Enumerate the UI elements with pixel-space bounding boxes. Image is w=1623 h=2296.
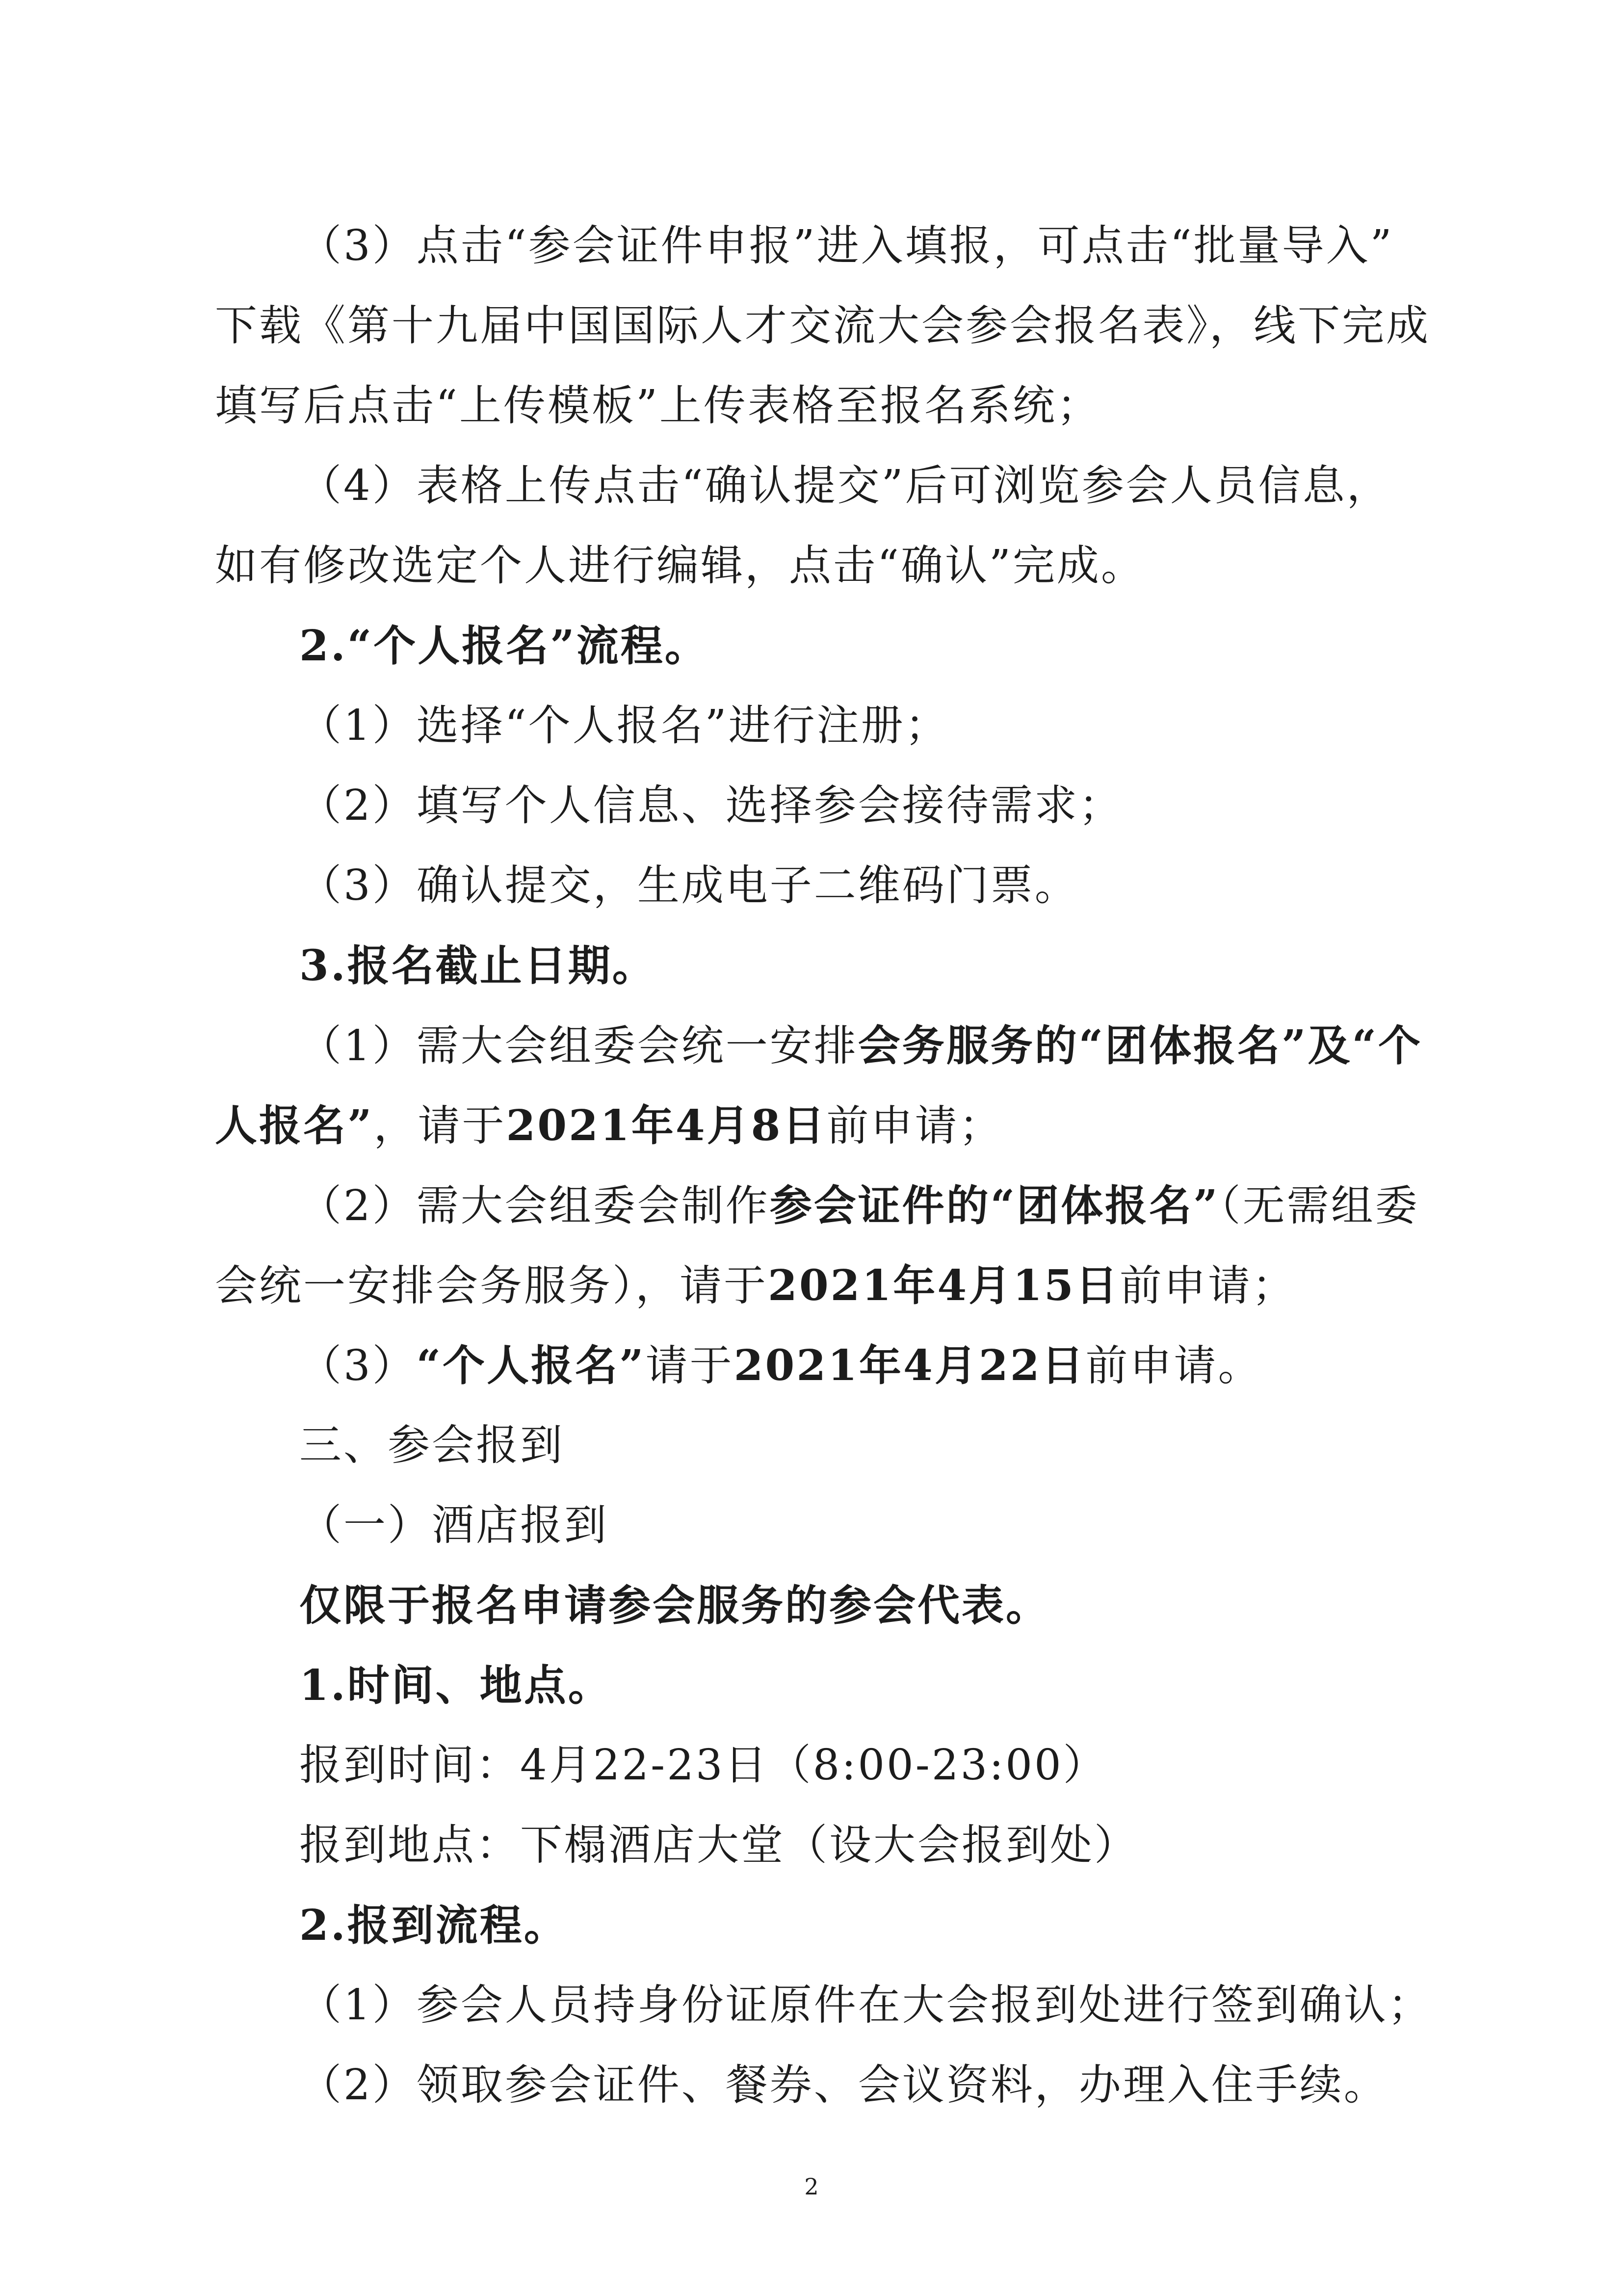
text-segment: （3） [299,1341,417,1390]
text-segment: ，请于 [373,1101,506,1150]
text-line [215,686,1417,766]
text-line [215,846,1417,926]
text-segment: （2）需大会组委会制作 [299,1181,770,1230]
bold-text-segment: 2021年4月15日 [768,1261,1120,1310]
text-segment: （3）点击“参会证件申报”进入填报，可点击“批量导入” [299,221,1394,270]
bold-text-segment: “个人报名” [416,1341,646,1390]
bold-text-segment: 参会证件的“团体报名” [769,1181,1220,1230]
text-line [215,366,1417,446]
text-line [215,206,1417,286]
text-line [215,2045,1417,2125]
text-segment: 如有修改选定个人进行编辑，点击“确认”完成。 [215,541,1145,590]
bold-text-segment: 会务服务的“团体报名”及“个 [858,1021,1423,1070]
text-line [215,286,1430,366]
text-line [215,1885,1417,1965]
text-line [215,1725,1417,1805]
document-body [215,206,1432,2125]
bold-text-segment: 2021年4月8日 [506,1101,827,1150]
text-line [215,526,1417,606]
bold-text-segment: 仅限于报名申请参会服务的参会代表。 [299,1581,1050,1630]
text-segment: （2）填写个人信息、选择参会接待需求； [299,781,1123,830]
text-line [215,766,1417,846]
bold-text-segment: 人报名” [215,1101,374,1150]
text-segment: （2）领取参会证件、餐券、会议资料，办理入住手续。 [299,2061,1388,2110]
text-line [215,1006,1423,1086]
text-line [215,1565,1417,1645]
bold-text-segment: 1.时间、地点。 [299,1661,612,1710]
text-line [215,1645,1417,1725]
text-segment: （无需组委 [1219,1181,1419,1230]
text-segment: 下载《第十九届中国国际人才交流大会参会报名表》，线下完成 [215,301,1430,350]
text-segment: （1）参会人员持身份证原件在大会报到处进行签到确认； [299,1981,1432,2030]
text-line [215,1246,1417,1326]
text-segment: 前申请。 [1085,1341,1262,1390]
text-segment: 会统一安排会务服务），请于 [215,1261,768,1310]
text-line [215,1166,1417,1246]
bold-text-segment: 2.“个人报名”流程。 [299,621,709,671]
text-line [215,446,1417,526]
text-line [215,1486,1417,1565]
text-segment: 前申请； [1119,1261,1296,1310]
text-line [215,1326,1417,1406]
text-segment: 填写后点击“上传模板”上传表格至报名系统； [215,381,1101,430]
text-line [215,1086,1417,1166]
bold-text-segment: 3.报名截止日期。 [299,941,656,991]
bold-text-segment: 2.报到流程。 [299,1901,568,1950]
text-segment: 报到地点：下榻酒店大堂（设大会报到处） [299,1821,1138,1870]
text-line [215,926,1417,1006]
text-segment: 前申请； [826,1101,1003,1150]
text-segment: 报到时间：4月22-23日（8:00-23:00） [299,1741,1107,1790]
text-segment: （1）需大会组委会统一安排 [299,1021,858,1070]
text-line [215,1805,1417,1885]
text-segment: （1）选择“个人报名”进行注册； [299,701,949,750]
bold-text-segment: 2021年4月22日 [733,1341,1086,1390]
text-line [215,1965,1432,2045]
text-segment: （3）确认提交，生成电子二维码门票。 [299,861,1079,910]
page-number: 2 [804,2173,819,2200]
text-segment: （一）酒店报到 [299,1501,608,1550]
text-line [215,606,1417,686]
text-segment: 请于 [645,1341,734,1390]
text-line [215,1406,1417,1486]
text-segment: （4）表格上传点击“确认提交”后可浏览参会人员信息， [299,461,1391,510]
text-segment: 三、参会报到 [299,1421,564,1470]
